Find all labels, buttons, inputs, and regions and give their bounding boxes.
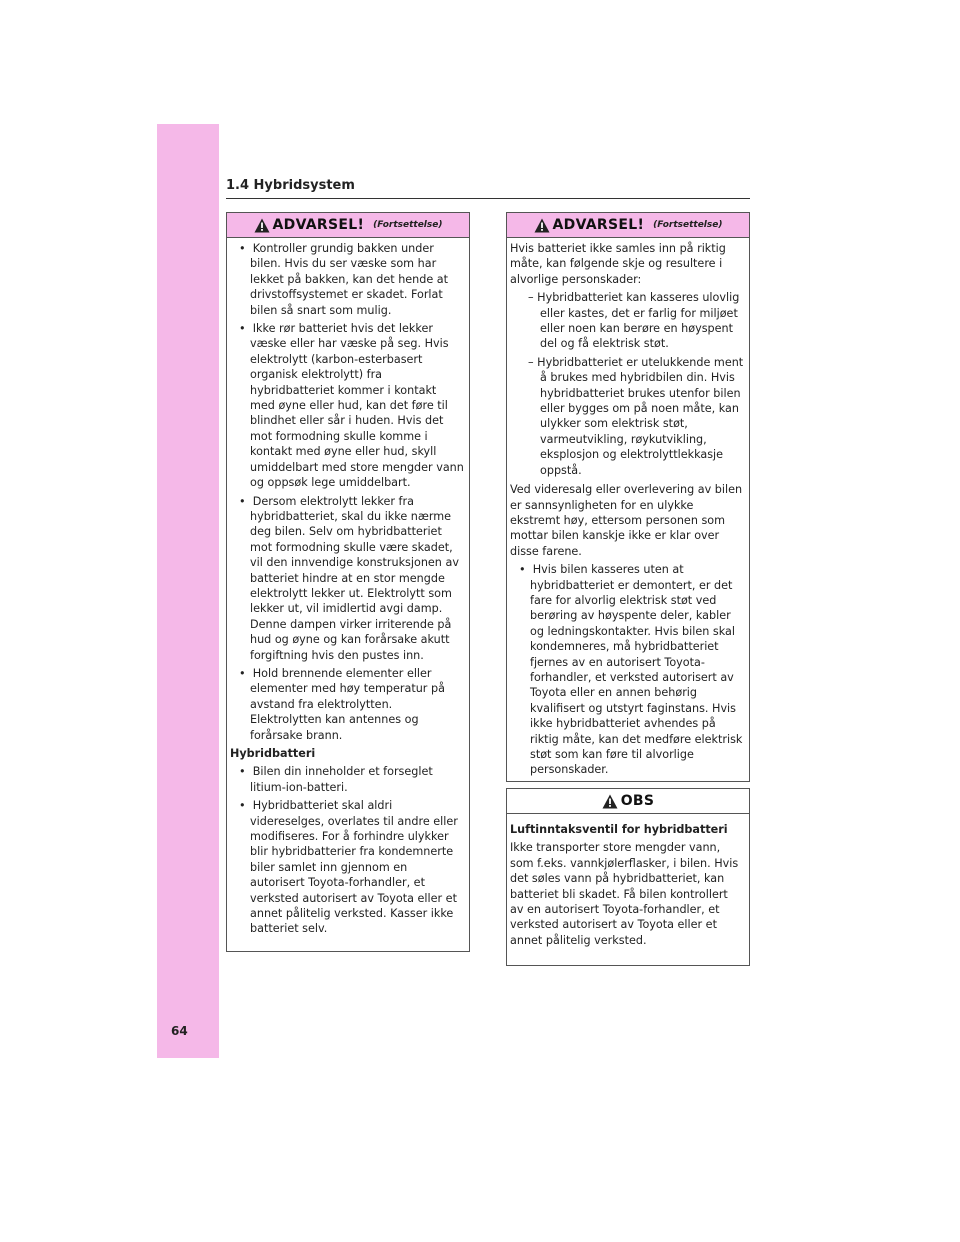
warning-body [227, 238, 469, 937]
list-item: • Kontroller grundig bakken under bilen. Hvis du ser væske som har lekket på bakken, kan det hende at drivstoffsystemet er skadet. Forlat bilen så snart som mulig. [239, 242, 449, 317]
paragraph: Ved videresalg eller overlevering av bilen er sannsynligheten for en ulykke ekstremt høy, ettersom personen som mottar bilen kanskje ikke er klar over disse farene. [510, 483, 743, 558]
list-item: • Hold brennende elementer eller elementer med høy temperatur på avstand fra elektrolytten. Elektrolytten kan antennes og forårsake brann. [239, 666, 445, 742]
warning-box-left [226, 212, 470, 952]
warning-header [507, 213, 749, 238]
list-item: • Hvis bilen kasseres uten at hybridbatteriet er demontert, er det fare for alvorlig elektrisk støt ved berøring av høyspente deler, kabler og ledningskontakter. Hvis bilen skal kondemneres, må hybridbatteriet fjernes av en autorisert Toyota-forhandler, et verksted autorisert av Toyota eller en annen behørig kvalifisert og utstyrt faginstans. Hvis ikke hybridbatteriet avhendes på riktig måte, kan det medføre elektrisk støt som kan føre til alvorlige personskader. [519, 563, 743, 777]
intro-paragraph: Hvis batteriet ikke samles inn på riktig måte, kan følgende skje og resultere i alvorlige personskader: [510, 242, 726, 286]
notice-heading: Luftinntaksventil for hybridbatteri [510, 823, 728, 836]
list-item: • Dersom elektrolytt lekker fra hybridbatteriet, skal du ikke nærme deg bilen. Selv om hybridbatteriet mot formodning skulle være skadet, vil den innvendige konstruksjonen av batteriet hindre at en stor mengde elektrolytt lekker ut. Elektrolytt som lekker ut, vil imidlertid avgi damp. Denne dampen virker irriterende på hud og øyne og kan forårsake akutt forgiftning hvis den pustes inn. [239, 494, 459, 662]
list-item: • Hybridbatteriet skal aldri videreselges, overlates til andre eller modifiseres. For å forhindre ulykker blir hybridbatterier fra kondemnerte biler samlet inn gjennom en autorisert Toyota-forhandler, et verksted autorisert av Toyota eller et annet pålitelig verksted. Kasser ikke batteriet selv. [239, 799, 458, 936]
notice-box [506, 788, 750, 966]
warning-icon [602, 794, 618, 809]
section-title: 1.4 Hybridsystem [226, 178, 750, 199]
page-number: 64 [171, 1024, 188, 1038]
sub-list-item: – Hybridbatteriet kan kasseres ulovlig eller kastes, det er farlig for miljøet eller noen kan berøre en høyspent del og få elektrisk støt. [528, 291, 740, 351]
notice-body [507, 814, 749, 948]
warning-body [507, 238, 749, 778]
warning-subtitle: (Fortsettelse) [653, 220, 723, 230]
warning-title: ADVARSEL! [552, 217, 645, 233]
warning-subtitle: (Fortsettelse) [373, 220, 443, 230]
page-sidebar [157, 124, 219, 1058]
warning-title: ADVARSEL! [272, 217, 365, 233]
sub-list-item: – Hybridbatteriet er utelukkende ment å brukes med hybridbilen din. Hvis hybridbatteriet brukes utenfor bilen eller bygges om på noen måte, kan ulykker som elektrisk støt, varmeutvikling, røykutvikling, eksplosjon og elektrolyttlekkasje oppstå. [528, 355, 744, 477]
warning-box-right [506, 212, 750, 782]
list-item: • Bilen din inneholder et forseglet litium-ion-batteri. [239, 765, 433, 794]
list-item: • Ikke rør batteriet hvis det lekker væske eller har væske på seg. Hvis elektrolytt (karbon-esterbasert organisk elektrolytt) fra hybridbatteriet kommer i kontakt med øyne eller hud, kan det føre til blindhet eller sår i huden. Hvis det mot formodning skulle komme i kontakt med øyne eller hud, skyll umiddelbart med store mengder vann og oppsøk lege umiddelbart. [239, 322, 464, 490]
notice-title: OBS [620, 793, 655, 809]
notice-header [507, 789, 749, 814]
sub-heading: Hybridbatteri [230, 747, 316, 760]
notice-text: Ikke transporter store mengder vann, som f.eks. vannkjølerflasker, i bilen. Hvis det søles vann på hybridbatteriet, kan batteriet bli skadet. Få bilen kontrollert av en autorisert Toyota-forhandler, et verksted autorisert av Toyota eller et annet pålitelig verksted. [510, 841, 739, 947]
warning-icon [534, 218, 550, 233]
warning-icon [254, 218, 270, 233]
warning-header [227, 213, 469, 238]
